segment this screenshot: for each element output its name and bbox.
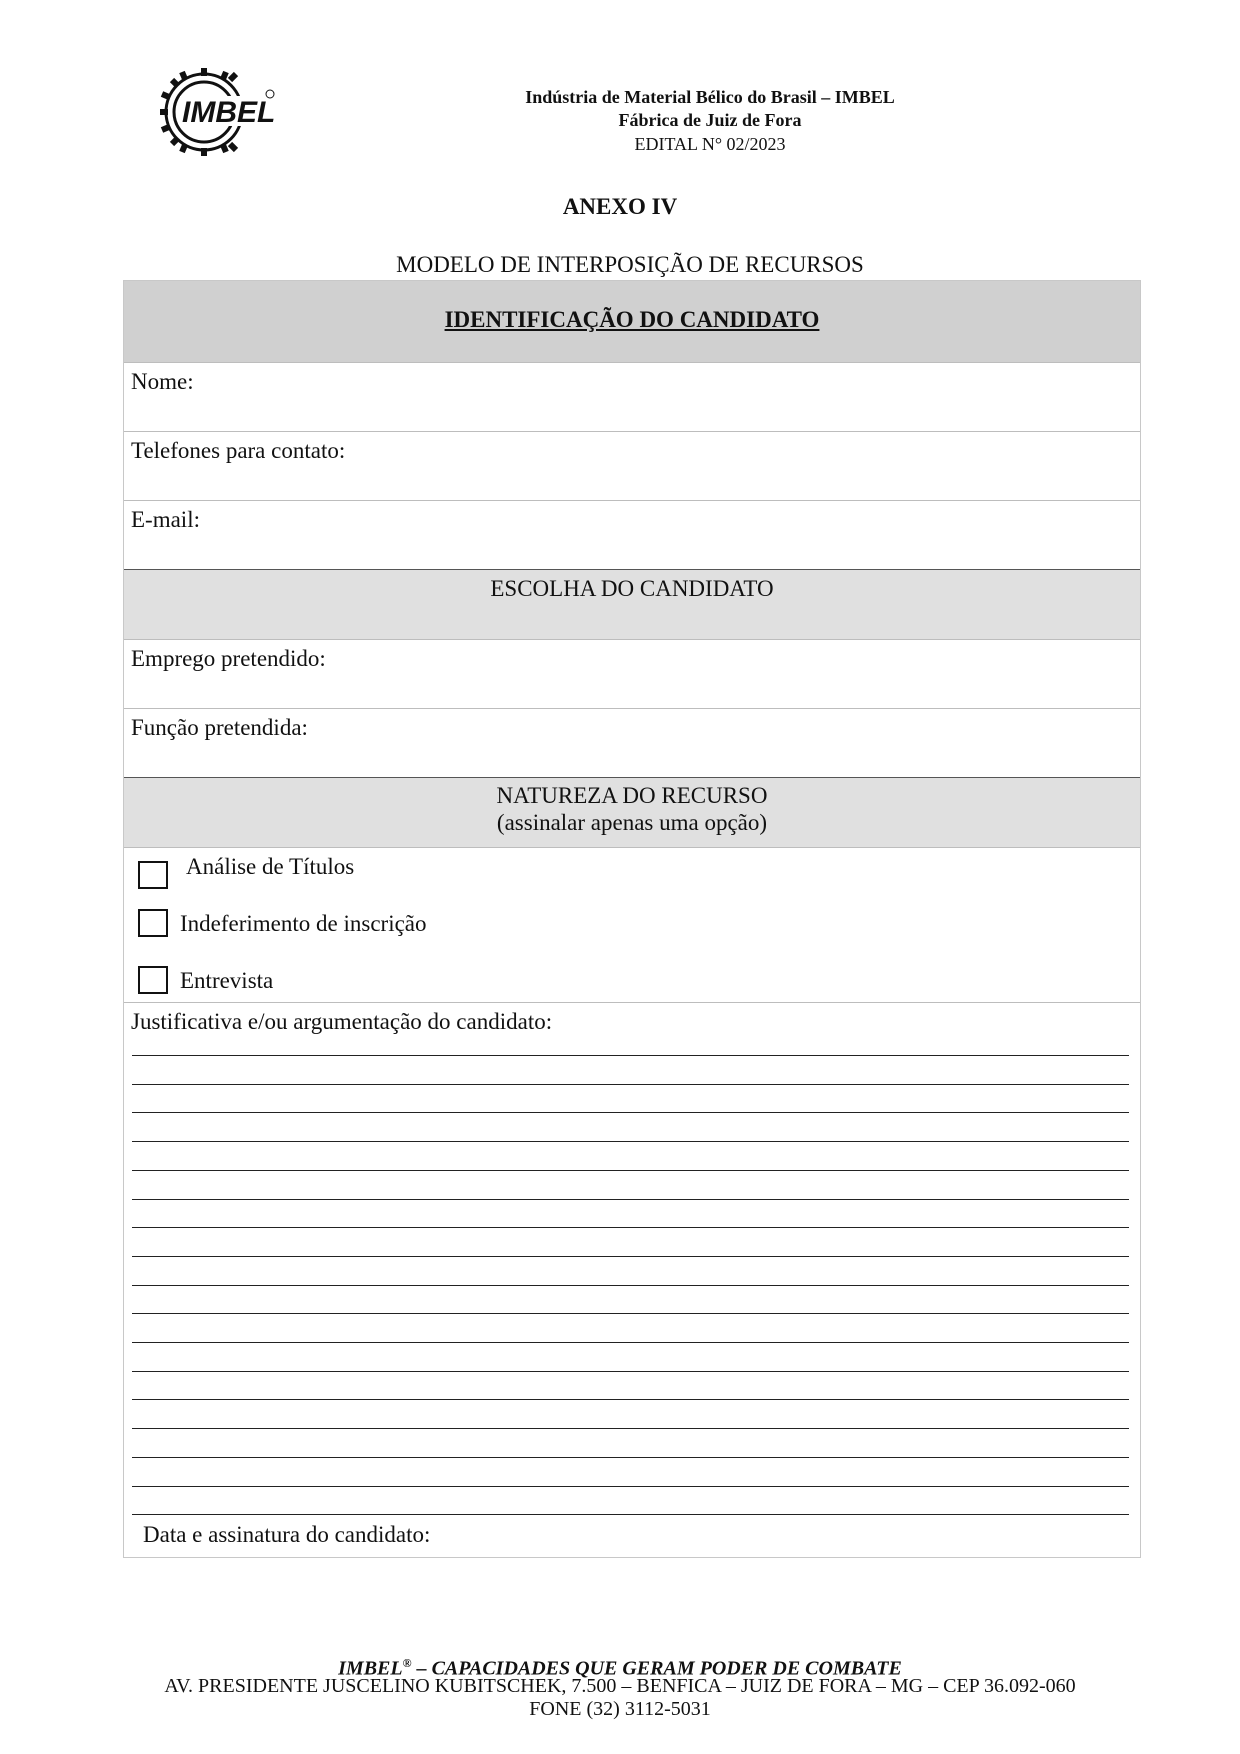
field-email[interactable]: [124, 500, 1140, 570]
signature-label: Data e assinatura do candidato:: [143, 1522, 431, 1547]
writing-line: [132, 1457, 1129, 1458]
option-entrevista-label: Entrevista: [180, 968, 274, 993]
writing-line: [132, 1371, 1129, 1372]
writing-line: [132, 1084, 1129, 1085]
writing-line: [132, 1170, 1129, 1171]
writing-line: [132, 1342, 1129, 1343]
footer-address: AV. PRESIDENTE JUSCELINO KUBITSCHEK, 7.500 – BENFICA – JUIZ DE FORA – MG – CEP 36.092-060: [164, 1675, 1076, 1697]
writing-line: [132, 1227, 1129, 1228]
writing-line: [132, 1285, 1129, 1286]
writing-line: [132, 1486, 1129, 1487]
annex-title: ANEXO IV: [562, 194, 678, 219]
checkbox-analise-titulos[interactable]: [138, 861, 168, 889]
unit-name: Fábrica de Juiz de Fora: [618, 110, 802, 130]
appeal-form: [123, 280, 1141, 1558]
writing-line: [132, 1112, 1129, 1113]
edital-number: EDITAL N° 02/2023: [634, 134, 786, 154]
checkbox-entrevista[interactable]: [138, 966, 168, 994]
writing-line: [132, 1428, 1129, 1429]
footer-slogan-text: – CAPACIDADES QUE GERAM PODER DE COMBATE: [411, 1657, 902, 1680]
section-escolha-header: [124, 570, 1140, 640]
field-emprego[interactable]: [124, 639, 1140, 709]
writing-line: [132, 1199, 1129, 1200]
footer-slogan-brand: IMBEL: [338, 1657, 403, 1680]
footer-phone: FONE (32) 3112-5031: [529, 1698, 711, 1720]
field-emprego-label: Emprego pretendido:: [131, 646, 326, 671]
checkbox-indeferimento[interactable]: [138, 909, 168, 937]
field-nome[interactable]: [124, 362, 1140, 432]
field-nome-label: Nome:: [131, 369, 194, 394]
section-identificacao-title: IDENTIFICAÇÃO DO CANDIDATO: [444, 307, 820, 332]
writing-line: [132, 1256, 1129, 1257]
natureza-options: [124, 847, 1140, 1003]
imbel-logo: [160, 66, 280, 162]
section-natureza-subtitle: (assinalar apenas uma opção): [496, 810, 768, 835]
field-telefones[interactable]: [124, 431, 1140, 501]
field-funcao-label: Função pretendida:: [131, 715, 308, 740]
writing-line: [132, 1399, 1129, 1400]
section-identificacao-header: [124, 281, 1140, 363]
section-natureza-title: NATUREZA DO RECURSO: [496, 783, 768, 808]
svg-text:IMBEL: IMBEL: [182, 96, 276, 129]
writing-line: [132, 1313, 1129, 1314]
field-telefones-label: Telefones para contato:: [131, 438, 346, 463]
option-analise-titulos-label: Análise de Títulos: [186, 854, 355, 879]
justificativa-area[interactable]: [124, 1002, 1140, 1558]
writing-line: [132, 1514, 1129, 1515]
org-name: Indústria de Material Bélico do Brasil – IMBEL: [525, 87, 895, 107]
field-email-label: E-mail:: [131, 507, 200, 532]
field-funcao[interactable]: [124, 708, 1140, 778]
document-subtitle: MODELO DE INTERPOSIÇÃO DE RECURSOS: [396, 252, 864, 277]
registered-mark: ®: [402, 1656, 412, 1670]
option-indeferimento-label: Indeferimento de inscrição: [180, 911, 427, 936]
section-natureza-header: [124, 778, 1140, 848]
justificativa-label: Justificativa e/ou argumentação do candidato:: [131, 1009, 553, 1034]
gear-logo-icon: [160, 66, 280, 162]
section-escolha-title: ESCOLHA DO CANDIDATO: [490, 576, 774, 601]
writing-line: [132, 1141, 1129, 1142]
writing-line: [132, 1055, 1129, 1056]
